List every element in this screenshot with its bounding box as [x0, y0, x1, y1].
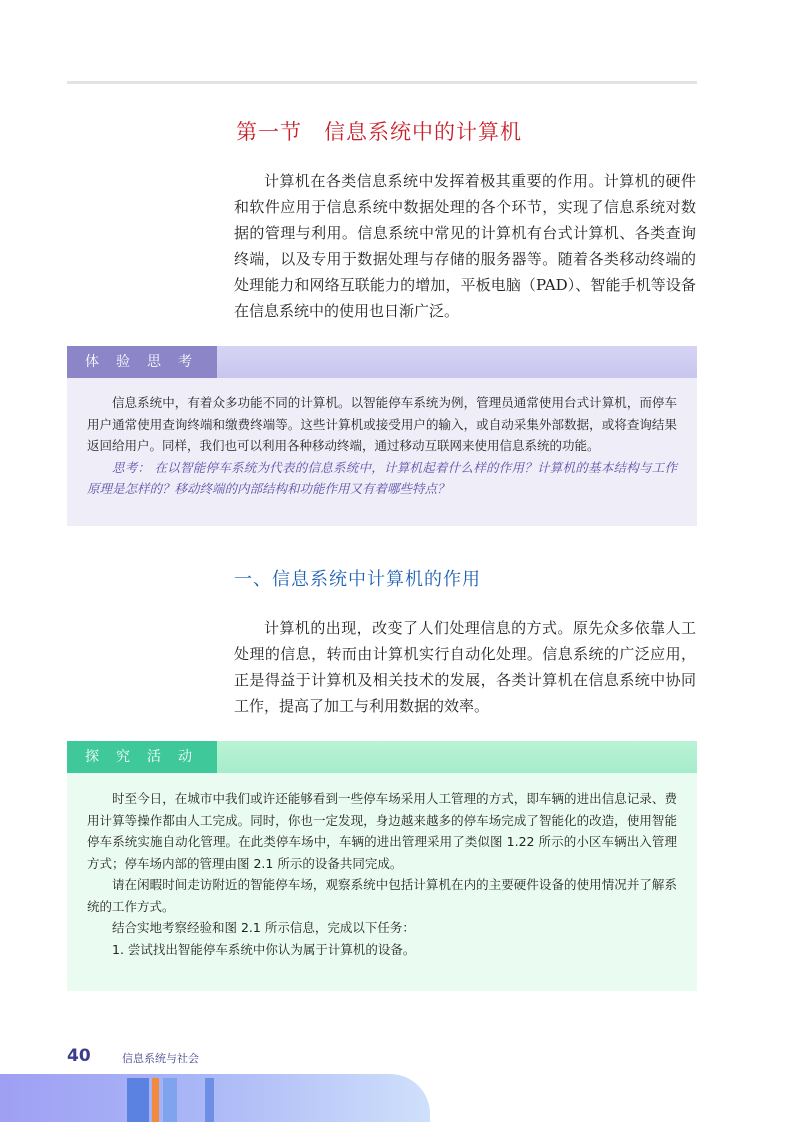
experience-think-box [67, 346, 697, 526]
think-question [87, 457, 677, 500]
explore-box-label: 探究活动 [67, 741, 217, 773]
section-title [236, 116, 522, 146]
section-heading: 信息系统中的计算机 [324, 120, 522, 144]
footer-stripe [163, 1078, 177, 1122]
explore-header-bar [217, 741, 697, 773]
explore-paragraph: 时至今日，在城市中我们或许还能够看到一些停车场采用人工管理的方式，即车辆的进出信息记录、费用计算等操作都由人工完成。同时，你也一定发现，身边越来越多的停车场完成了智能化的改造，使用智能停车系统实施自动化管理。在此类停车场中，车辆的进出管理采用了类似图 1.22 所示的小区车辆出入管理方式；停车场内部的管理由图 2.1 所示的设备共同完成。 [87, 791, 677, 871]
experience-text: 信息系统中，有着众多功能不同的计算机。以智能停车系统为例，管理员通常使用台式计算机，而停车用户通常使用查询终端和缴费终端等。这些计算机或接受用户的输入，或自动采集外部数据，或将查询结果返回给用户。同样，我们也可以利用各种移动终端，通过移动互联网来使用信息系统的功能。 [87, 395, 677, 453]
role-paragraph: 计算机的出现，改变了人们处理信息的方式。原先众多依靠人工处理的信息，转而由计算机实行自动化处理。信息系统的广泛应用，正是得益于计算机及相关技术的发展，各类计算机在信息系统中协同工作，提高了加工与利用数据的效率。 [234, 619, 696, 715]
subsection-title: 一、信息系统中计算机的作用 [234, 569, 481, 590]
think-label: 思考： [112, 459, 151, 475]
top-divider [67, 81, 697, 84]
footer-stripe [152, 1078, 159, 1122]
page-number: 40 [67, 1046, 91, 1066]
explore-box-header [67, 741, 697, 773]
think-text: 在以智能停车系统为代表的信息系统中，计算机起着什么样的作用？计算机的基本结构与工作原理是怎样的？移动终端的内部结构和功能作用又有着哪些特点？ [87, 459, 677, 496]
experience-box-header [67, 346, 697, 378]
explore-paragraph: 结合实地考察经验和图 2.1 所示信息，完成以下任务： [112, 920, 415, 935]
experience-header-bar [217, 346, 697, 378]
explore-box-body [67, 773, 697, 991]
explore-activity-box [67, 741, 697, 991]
book-title: 信息系统与社会 [122, 1052, 199, 1065]
section-number: 第一节 [236, 120, 302, 144]
footer-stripe [205, 1078, 214, 1122]
footer-stripe [127, 1078, 149, 1122]
explore-paragraph: 请在闲暇时间走访附近的智能停车场，观察系统中包括计算机在内的主要硬件设备的使用情况并了解系统的工作方式。 [87, 877, 677, 914]
footer-decoration [0, 1074, 430, 1122]
experience-box-label: 体验思考 [67, 346, 217, 378]
experience-box-body [67, 378, 697, 526]
task-item: 1. 尝试找出智能停车系统中你认为属于计算机的设备。 [112, 941, 416, 957]
intro-paragraph: 计算机在各类信息系统中发挥着极其重要的作用。计算机的硬件和软件应用于信息系统中数据处理的各个环节，实现了信息系统对数据的管理与利用。信息系统中常见的计算机有台式计算机、各类查询终端，以及专用于数据处理与存储的服务器等。随着各类移动终端的处理能力和网络互联能力的增加，平板电脑（PAD）、智能手机等设备在信息系统中的使用也日渐广泛。 [234, 172, 696, 320]
